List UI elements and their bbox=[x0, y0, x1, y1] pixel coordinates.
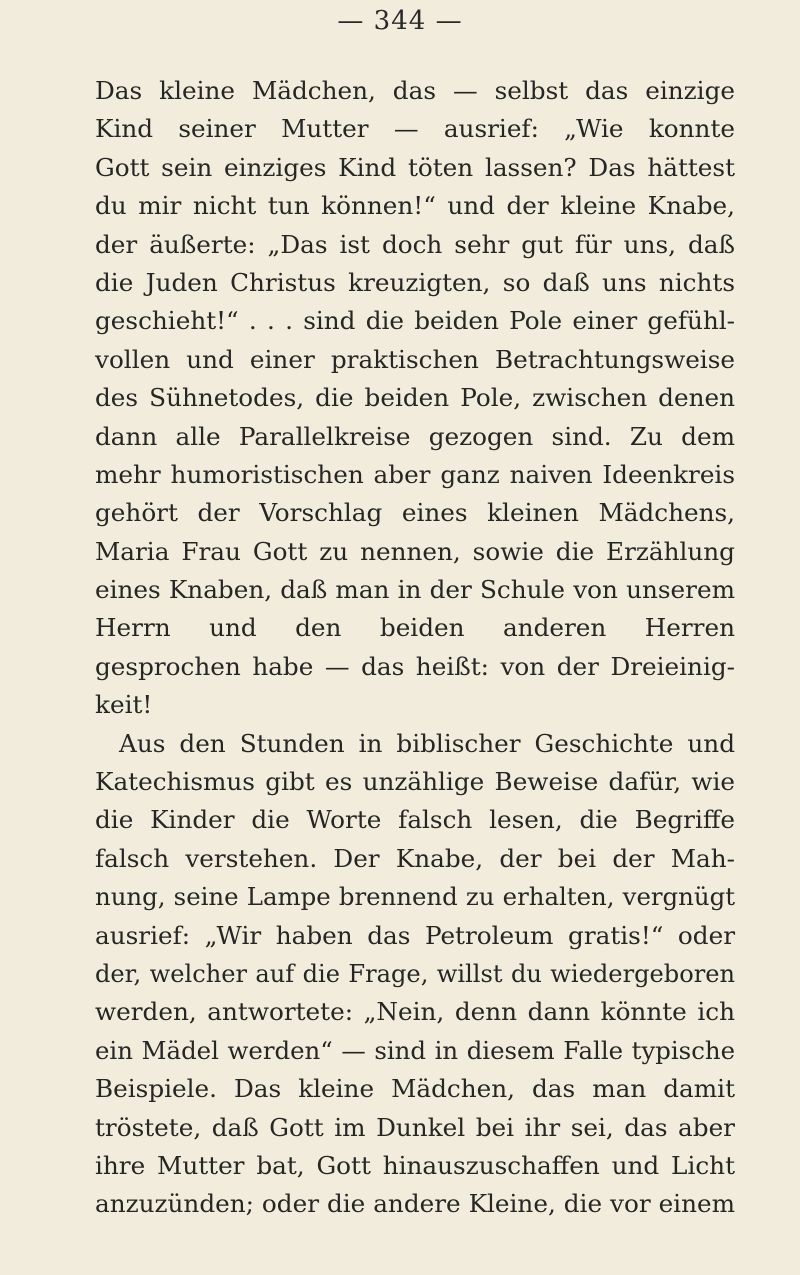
text-line: Aus den Stunden in biblischer Geschichte und bbox=[119, 728, 735, 758]
text-line: vollen und einer praktischen Betrachtungsweise bbox=[95, 344, 735, 374]
text-line: tröstete, daß Gott im Dunkel bei ihr sei, das aber bbox=[95, 1112, 735, 1142]
text-line: der, welcher auf die Frage, willst du wiedergeboren bbox=[95, 959, 735, 988]
text-line: werden, antwortete: „Nein, denn dann könnte ich bbox=[95, 997, 735, 1027]
text-line: Kind seiner Mutter — ausrief: „Wie konnte bbox=[95, 114, 735, 144]
text-line: der äußerte: „Das ist doch sehr gut für uns, daß bbox=[95, 229, 735, 259]
text-line: mehr humoristischen aber ganz naiven Ideenkreis bbox=[95, 459, 735, 489]
page-number: — 344 — bbox=[337, 6, 463, 36]
text-line: Das kleine Mädchen, das — selbst das einzige bbox=[95, 76, 735, 105]
text-line: eines Knaben, daß man in der Schule von unserem bbox=[95, 575, 735, 605]
text-line: Katechismus gibt es unzählige Beweise dafür, wie bbox=[95, 767, 735, 797]
text-line: Maria Frau Gott zu nennen, sowie die Erzählung bbox=[95, 536, 735, 566]
text-line: nung, seine Lampe brennend zu erhalten, vergnügt bbox=[95, 882, 735, 912]
text-line: gehört der Vorschlag eines kleinen Mädchens, bbox=[95, 498, 735, 528]
text-line: ausrief: „Wir haben das Petroleum gratis!“ oder bbox=[95, 920, 735, 950]
text-line: falsch verstehen. Der Knabe, der bei der Mah- bbox=[95, 843, 735, 873]
text-line: ihre Mutter bat, Gott hinauszuschaffen und Licht bbox=[95, 1150, 735, 1180]
text-line: gesprochen habe — das heißt: von der Dreieinig- bbox=[95, 651, 735, 681]
text-line: Beispiele. Das kleine Mädchen, das man damit bbox=[95, 1074, 735, 1104]
paragraph-2 bbox=[95, 725, 735, 1224]
text-line: dann alle Parallelkreise gezogen sind. Zu dem bbox=[95, 421, 735, 451]
text-line: anzuzünden; oder die andere Kleine, die vor einem bbox=[95, 1189, 735, 1219]
body-text bbox=[95, 72, 735, 1224]
text-line: du mir nicht tun können!“ und der kleine Knabe, bbox=[95, 191, 735, 221]
text-line: keit! bbox=[95, 690, 153, 720]
text-line: ein Mädel werden“ — sind in diesem Falle typische bbox=[95, 1035, 735, 1065]
text-line: die Kinder die Worte falsch lesen, die Begriffe bbox=[95, 805, 735, 835]
text-line: die Juden Christus kreuzigten, so daß uns nichts bbox=[95, 267, 735, 297]
text-line: des Sühnetodes, die beiden Pole, zwischen denen bbox=[95, 383, 735, 413]
text-line: Gott sein einziges Kind töten lassen? Das hättest bbox=[95, 152, 735, 182]
text-line: Herrn und den beiden anderen Herren bbox=[95, 613, 735, 643]
text-line: geschieht!“ . . . sind die beiden Pole einer gefühl- bbox=[95, 306, 735, 336]
paragraph-1 bbox=[95, 72, 735, 725]
